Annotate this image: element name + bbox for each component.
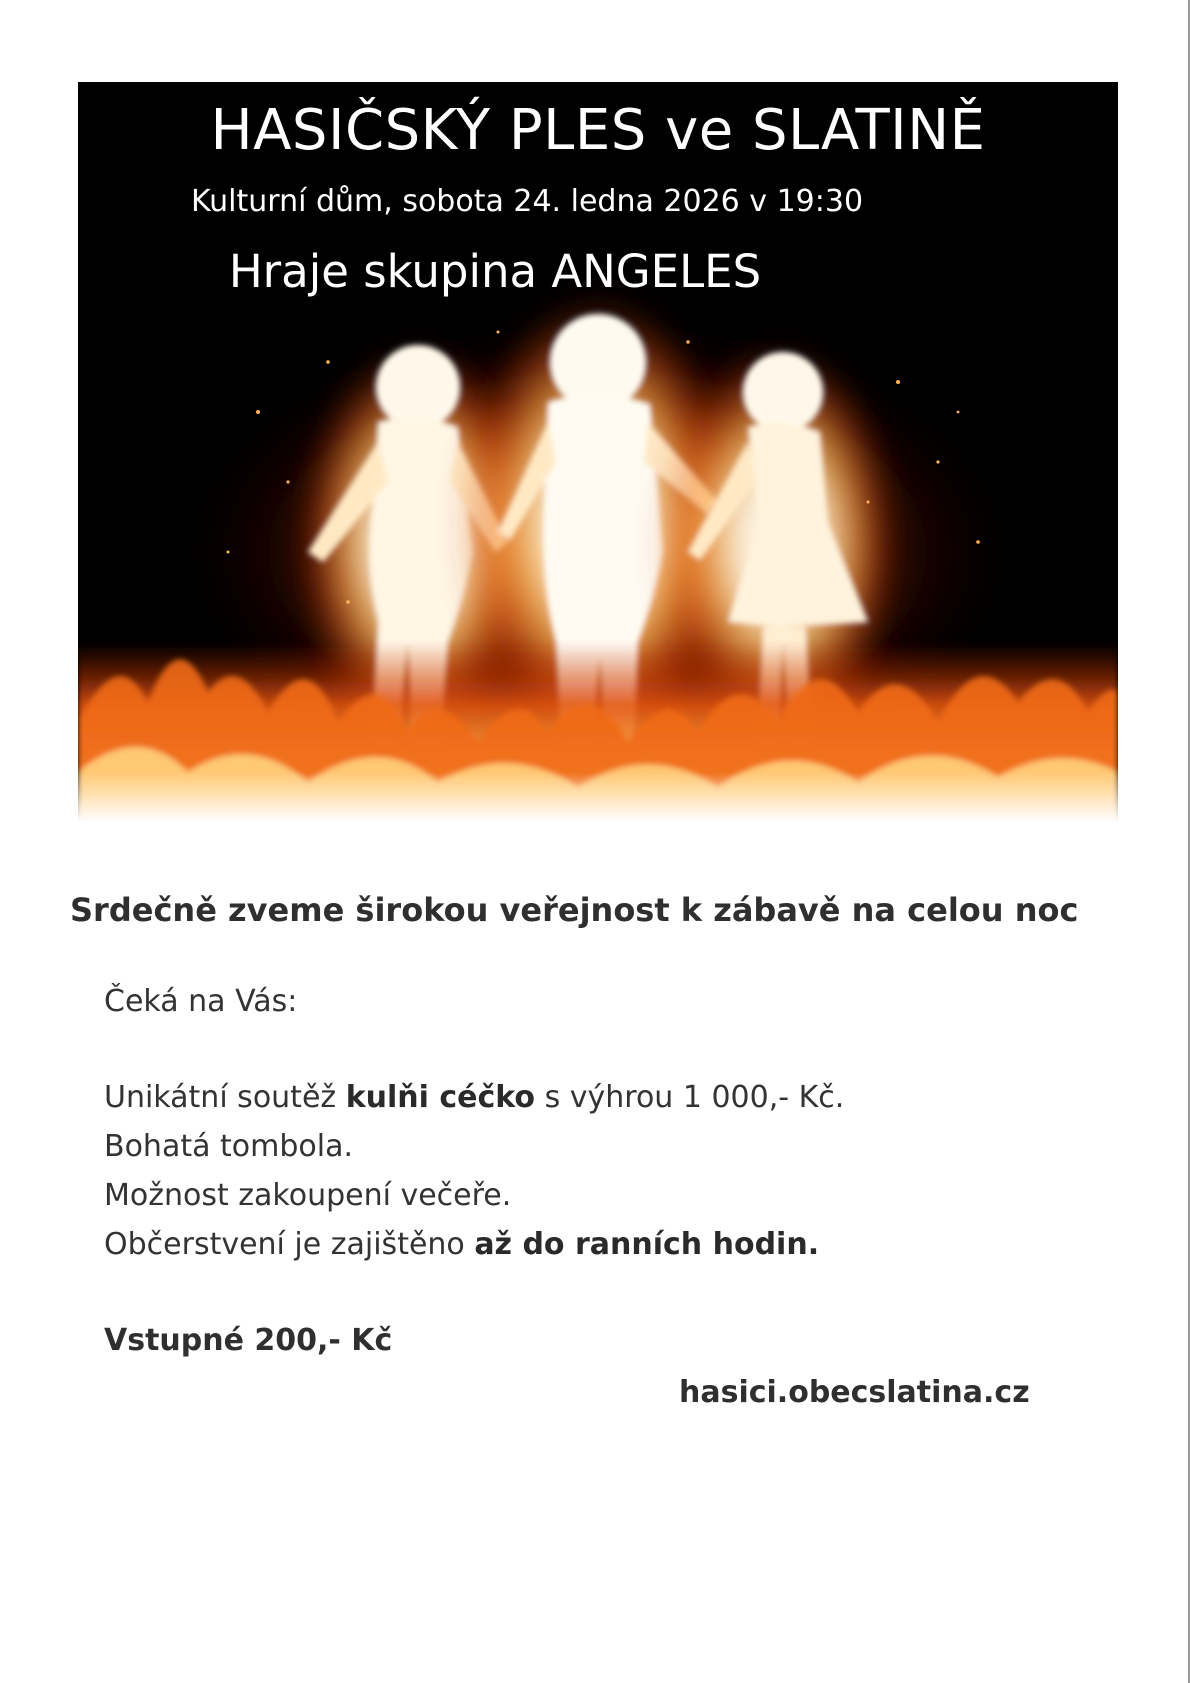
website-link[interactable]: hasici.obecslatina.cz bbox=[679, 1375, 1030, 1410]
program-line-dinner: Možnost zakoupení večeře. bbox=[104, 1178, 512, 1213]
program-line-contest bbox=[104, 1078, 844, 1118]
poster-subtitle: Kulturní dům, sobota 24. ledna 2026 v 19:30 bbox=[190, 184, 864, 219]
program-line-refreshments bbox=[104, 1225, 819, 1265]
contest-text-after: s výhrou 1 000,- Kč. bbox=[535, 1080, 845, 1115]
refreshments-text-bold: až do ranních hodin. bbox=[474, 1227, 820, 1262]
refreshments-text-before: Občerstvení je zajištěno bbox=[104, 1227, 475, 1262]
entry-fee: Vstupné 200,- Kč bbox=[104, 1323, 393, 1358]
invitation-heading: Srdečně zveme širokou veřejnost k zábavě na celou noc bbox=[70, 891, 1079, 929]
poster-banner bbox=[78, 82, 1118, 822]
poster-band-line: Hraje skupina ANGELES bbox=[228, 245, 762, 298]
contest-text-before: Unikátní soutěž bbox=[104, 1080, 346, 1115]
program-heading: Čeká na Vás: bbox=[104, 984, 298, 1019]
poster-title: HASIČSKÝ PLES ve SLATINĚ bbox=[210, 98, 986, 163]
program-line-tombola: Bohatá tombola. bbox=[104, 1129, 354, 1164]
contest-name: kulňi céčko bbox=[345, 1080, 536, 1115]
